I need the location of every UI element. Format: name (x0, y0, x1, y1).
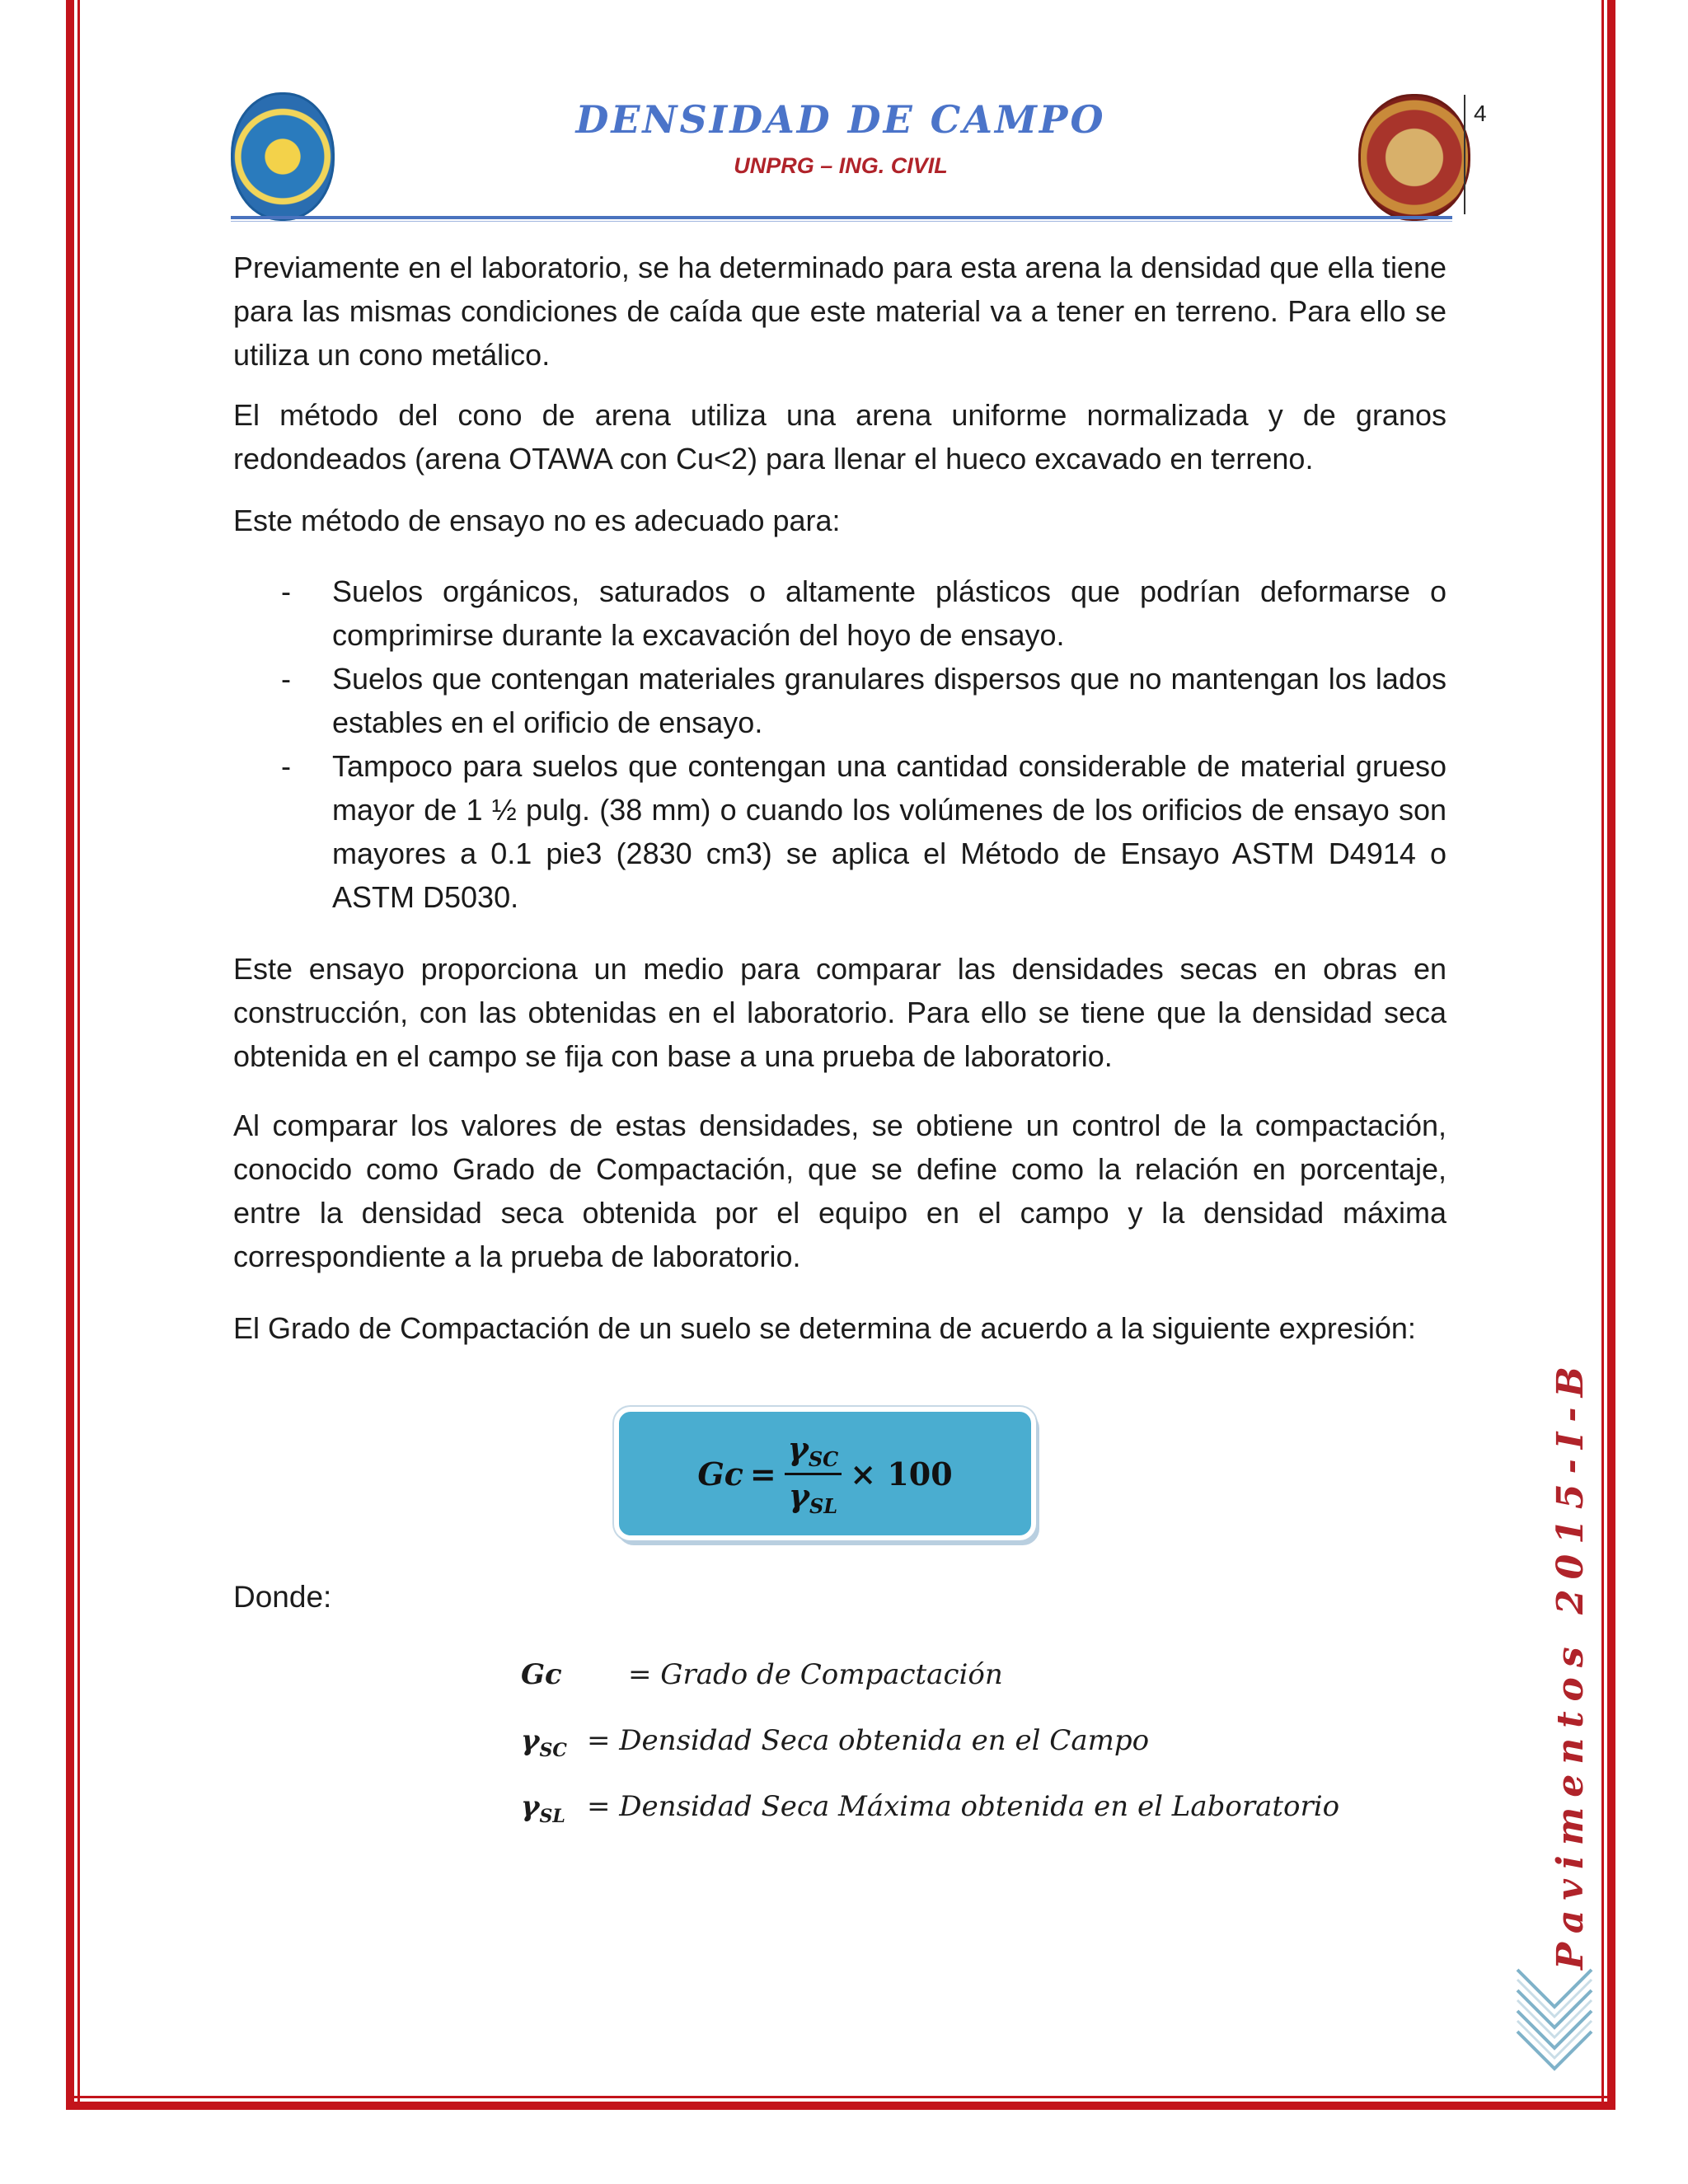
gamma-symbol: γ (787, 1429, 809, 1467)
paragraph-5: Al comparar los valores de estas densidades, se obtiene un control de la compactación, conocido como Grado de Compactación, que se define como la relación en porcentaje, entre la densidad seca obtenida por el equipo en el campo y la densidad máxima correspondiente a la prueba de laboratorio. (233, 1108, 1447, 1273)
formula-times-100: × 100 (850, 1455, 953, 1493)
definition-text: = Grado de Compactación (628, 1658, 1003, 1691)
page-number: 4 (1474, 101, 1487, 126)
list-marker: - (281, 662, 291, 696)
document-title: DENSIDAD DE CAMPO (575, 97, 1106, 142)
list-item-text: Tampoco para suelos que contengan una cantidad considerable de material grueso mayor de 1 ½ pulg. (38 mm) o cuando los volúmenes de los orificios de ensayo son mayores a 0.1 pie3 (2830 cm3) se aplica el Método de Ensayo ASTM D4914 o ASTM D5030. (332, 749, 1447, 914)
formula-equals: = (749, 1455, 776, 1493)
numerator-subscript: SC (808, 1446, 839, 1471)
faculty-seal-logo (1358, 94, 1470, 221)
paragraph-3: Este método de ensayo no es adecuado para: (233, 504, 841, 537)
page-number-separator (1464, 95, 1465, 214)
gamma-symbol: γ (788, 1476, 809, 1514)
page-border-bottom (66, 2102, 1615, 2110)
page-border-left (66, 0, 74, 2108)
definition-text: = Densidad Seca obtenida en el Campo (587, 1724, 1150, 1757)
page-border-right-inner (1601, 0, 1604, 2103)
paragraph-2: El método del cono de arena utiliza una arena uniforme normalizada y de granos redondeados (arena OTAWA con Cu<2) para llenar el hueco excavado en terreno. (233, 398, 1447, 476)
page-border-bottom-inner (66, 2096, 1615, 2098)
definition-text: = Densidad Seca Máxima obtenida en el Laboratorio (587, 1790, 1340, 1823)
formula-numerator (785, 1430, 842, 1475)
list-marker: - (281, 574, 291, 608)
page-border-right (1607, 0, 1615, 2108)
paragraph-6: El Grado de Compactación de un suelo se determina de acuerdo a la siguiente expresión: (233, 1311, 1416, 1345)
page-border-left-inner (77, 0, 80, 2103)
definition-symbol: Gc (521, 1658, 562, 1691)
compaction-formula (619, 1412, 1031, 1535)
paragraph-4: Este ensayo proporciona un medio para comparar las densidades secas en obras en construcción, con las obtenidas en el laboratorio. Para ello se tiene que la densidad seca obtenida en el campo se fija con base a una prueba de laboratorio. (233, 952, 1447, 1073)
document-subtitle: UNPRG – ING. CIVIL (734, 153, 948, 178)
formula-box (614, 1407, 1036, 1540)
paragraph-1: Previamente en el laboratorio, se ha determinado para esta arena la densidad que ella tiene para las mismas condiciones de caída que este material va a tener en terreno. Para ello se utiliza un cono metálico. (233, 251, 1447, 372)
list-item-text: Suelos orgánicos, saturados o altamente plásticos que podrían deformarse o comprimirse durante la excavación del hoyo de ensayo. (332, 574, 1447, 652)
list-item (233, 657, 1447, 744)
chevron-decoration-icon (1513, 1961, 1596, 2085)
list-item (233, 569, 1447, 657)
definition-symbol: $\gamma_{SC}$ (521, 1724, 567, 1761)
course-vertical-label: Pavimentos 2015-I-B (1550, 1357, 1592, 1970)
header-divider (231, 216, 1452, 219)
list-item (233, 744, 1447, 919)
formula-fraction (785, 1430, 842, 1518)
denominator-subscript: SL (809, 1493, 838, 1518)
list-item-text: Suelos que contengan materiales granulares dispersos que no mantengan los lados estables en el orificio de ensayo. (332, 662, 1447, 739)
university-seal-logo (231, 92, 335, 221)
formula-denominator (785, 1475, 841, 1518)
formula-lhs: Gc (697, 1455, 743, 1493)
list-marker: - (281, 749, 291, 783)
header-divider-thin (231, 221, 1452, 222)
donde-label: Donde: (233, 1580, 332, 1614)
definition-symbol: $\gamma_{SL}$ (521, 1790, 565, 1827)
